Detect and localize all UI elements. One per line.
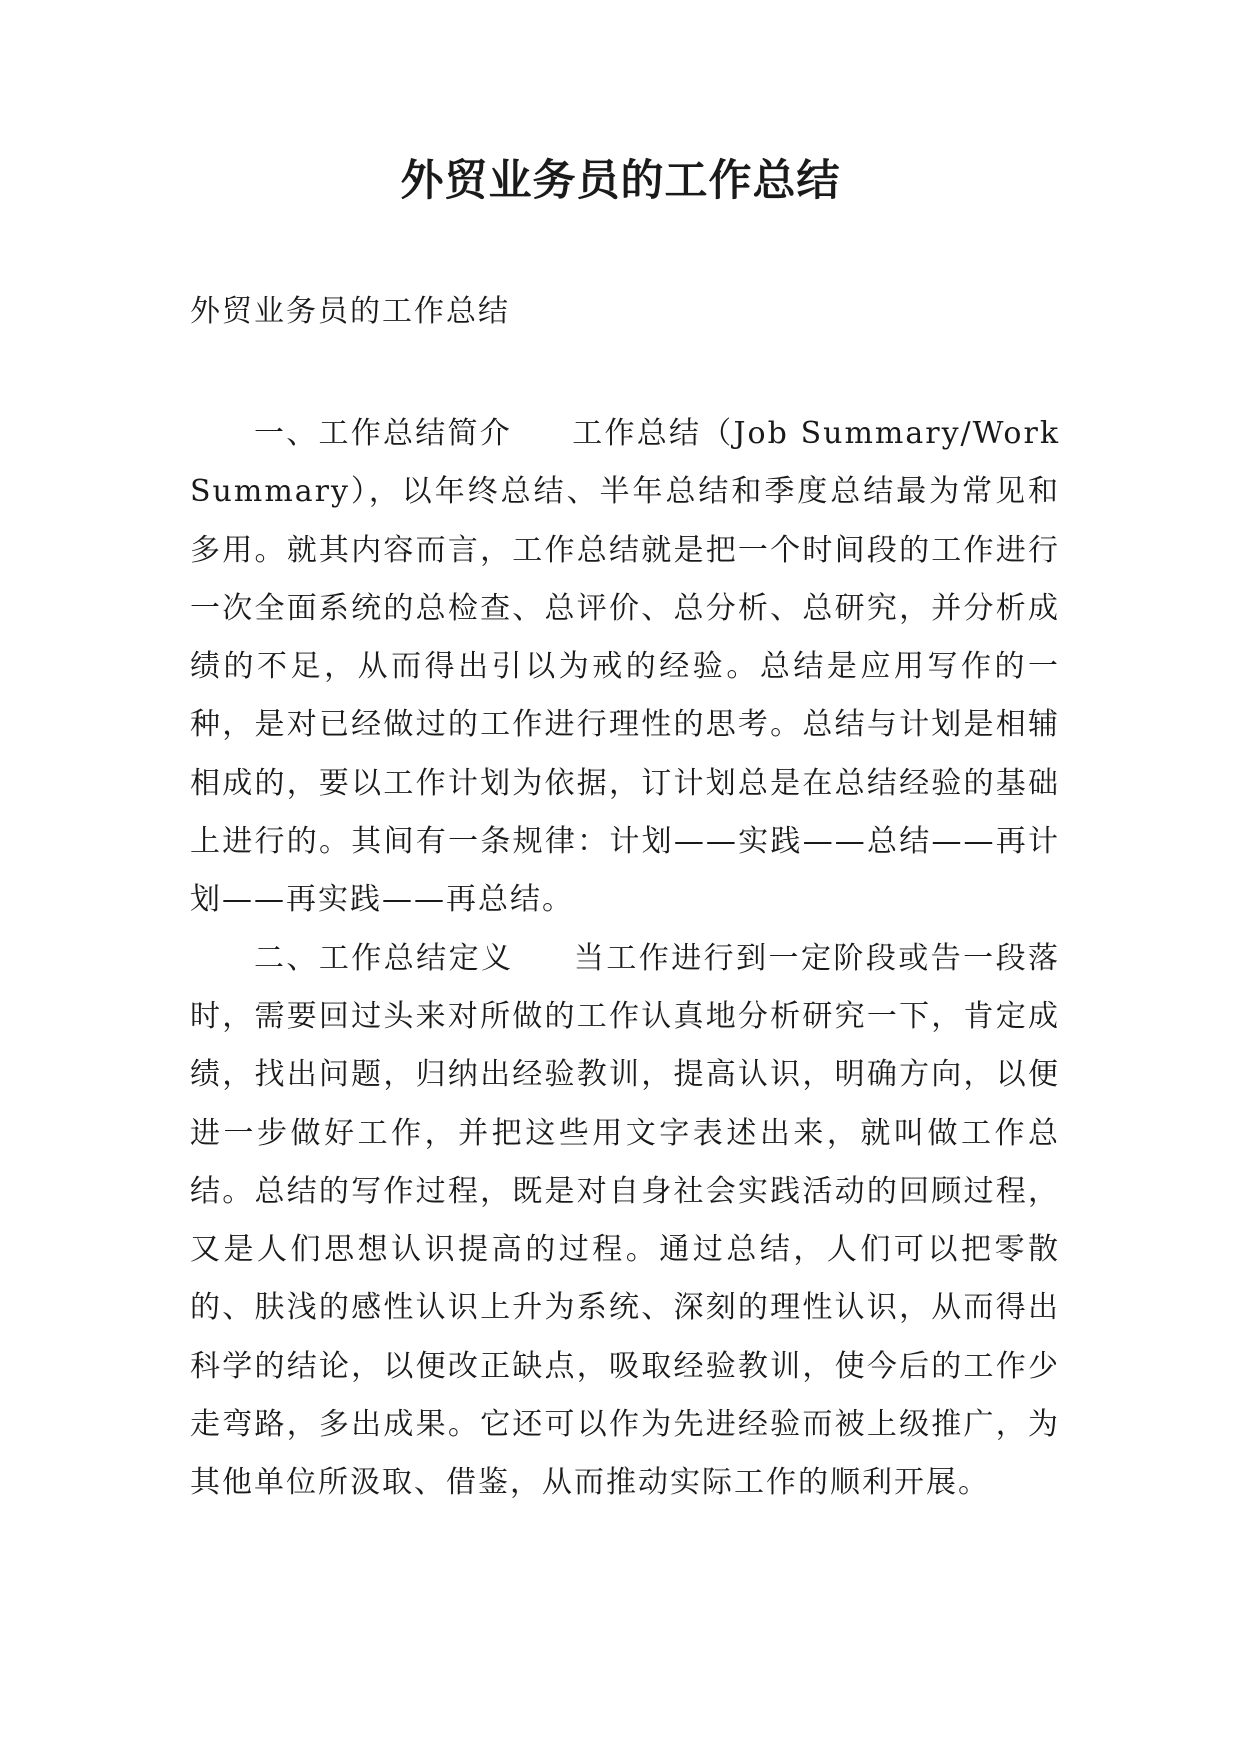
section-heading-1: 一、工作总结简介 <box>254 416 512 451</box>
section-text-1: 工作总结（Job Summary/Work Summary），以年终总结、半年总结和季度总结最为常见和多用。就其内容而言，工作总结就是把一个时间段的工作进行一次全面系统的总检查、总评价、总分析、总研究，并分析成绩的不足，从而得出引以为戒的经验。总结是应用写作的一种，是对已经做过的工作进行理性的思考。总结与计划是相辅相成的，要以工作计划为依据，订计划总是在总结经验的基础上进行的。其间有一条规律：计划——实践——总结——再计划——再实践——再总结。 <box>190 416 1061 918</box>
section-paragraph-1 <box>190 405 1060 930</box>
document-subtitle: 外贸业务员的工作总结 <box>190 294 510 329</box>
section-text-2: 当工作进行到一定阶段或告一段落时，需要回过头来对所做的工作认真地分析研究一下，肯定成绩，找出问题，归纳出经验教训，提高认识，明确方向，以便进一步做好工作，并把这些用文字表述出来，就叫做工作总结。总结的写作过程，既是对自身社会实践活动的回顾过程，又是人们思想认识提高的过程。通过总结，人们可以把零散的、肤浅的感性认识上升为系统、深刻的理性认识，从而得出科学的结论，以便改正缺点，吸取经验教训，使今后的工作少走弯路，多出成果。它还可以作为先进经验而被上级推广，为其他单位所汲取、借鉴，从而推动实际工作的顺利开展。 <box>190 940 1061 1501</box>
section-heading-2: 二、工作总结定义 <box>254 940 514 976</box>
section-paragraph-2 <box>190 930 1060 1513</box>
document-body <box>190 405 1060 1513</box>
document-title: 外贸业务员的工作总结 <box>400 156 841 206</box>
